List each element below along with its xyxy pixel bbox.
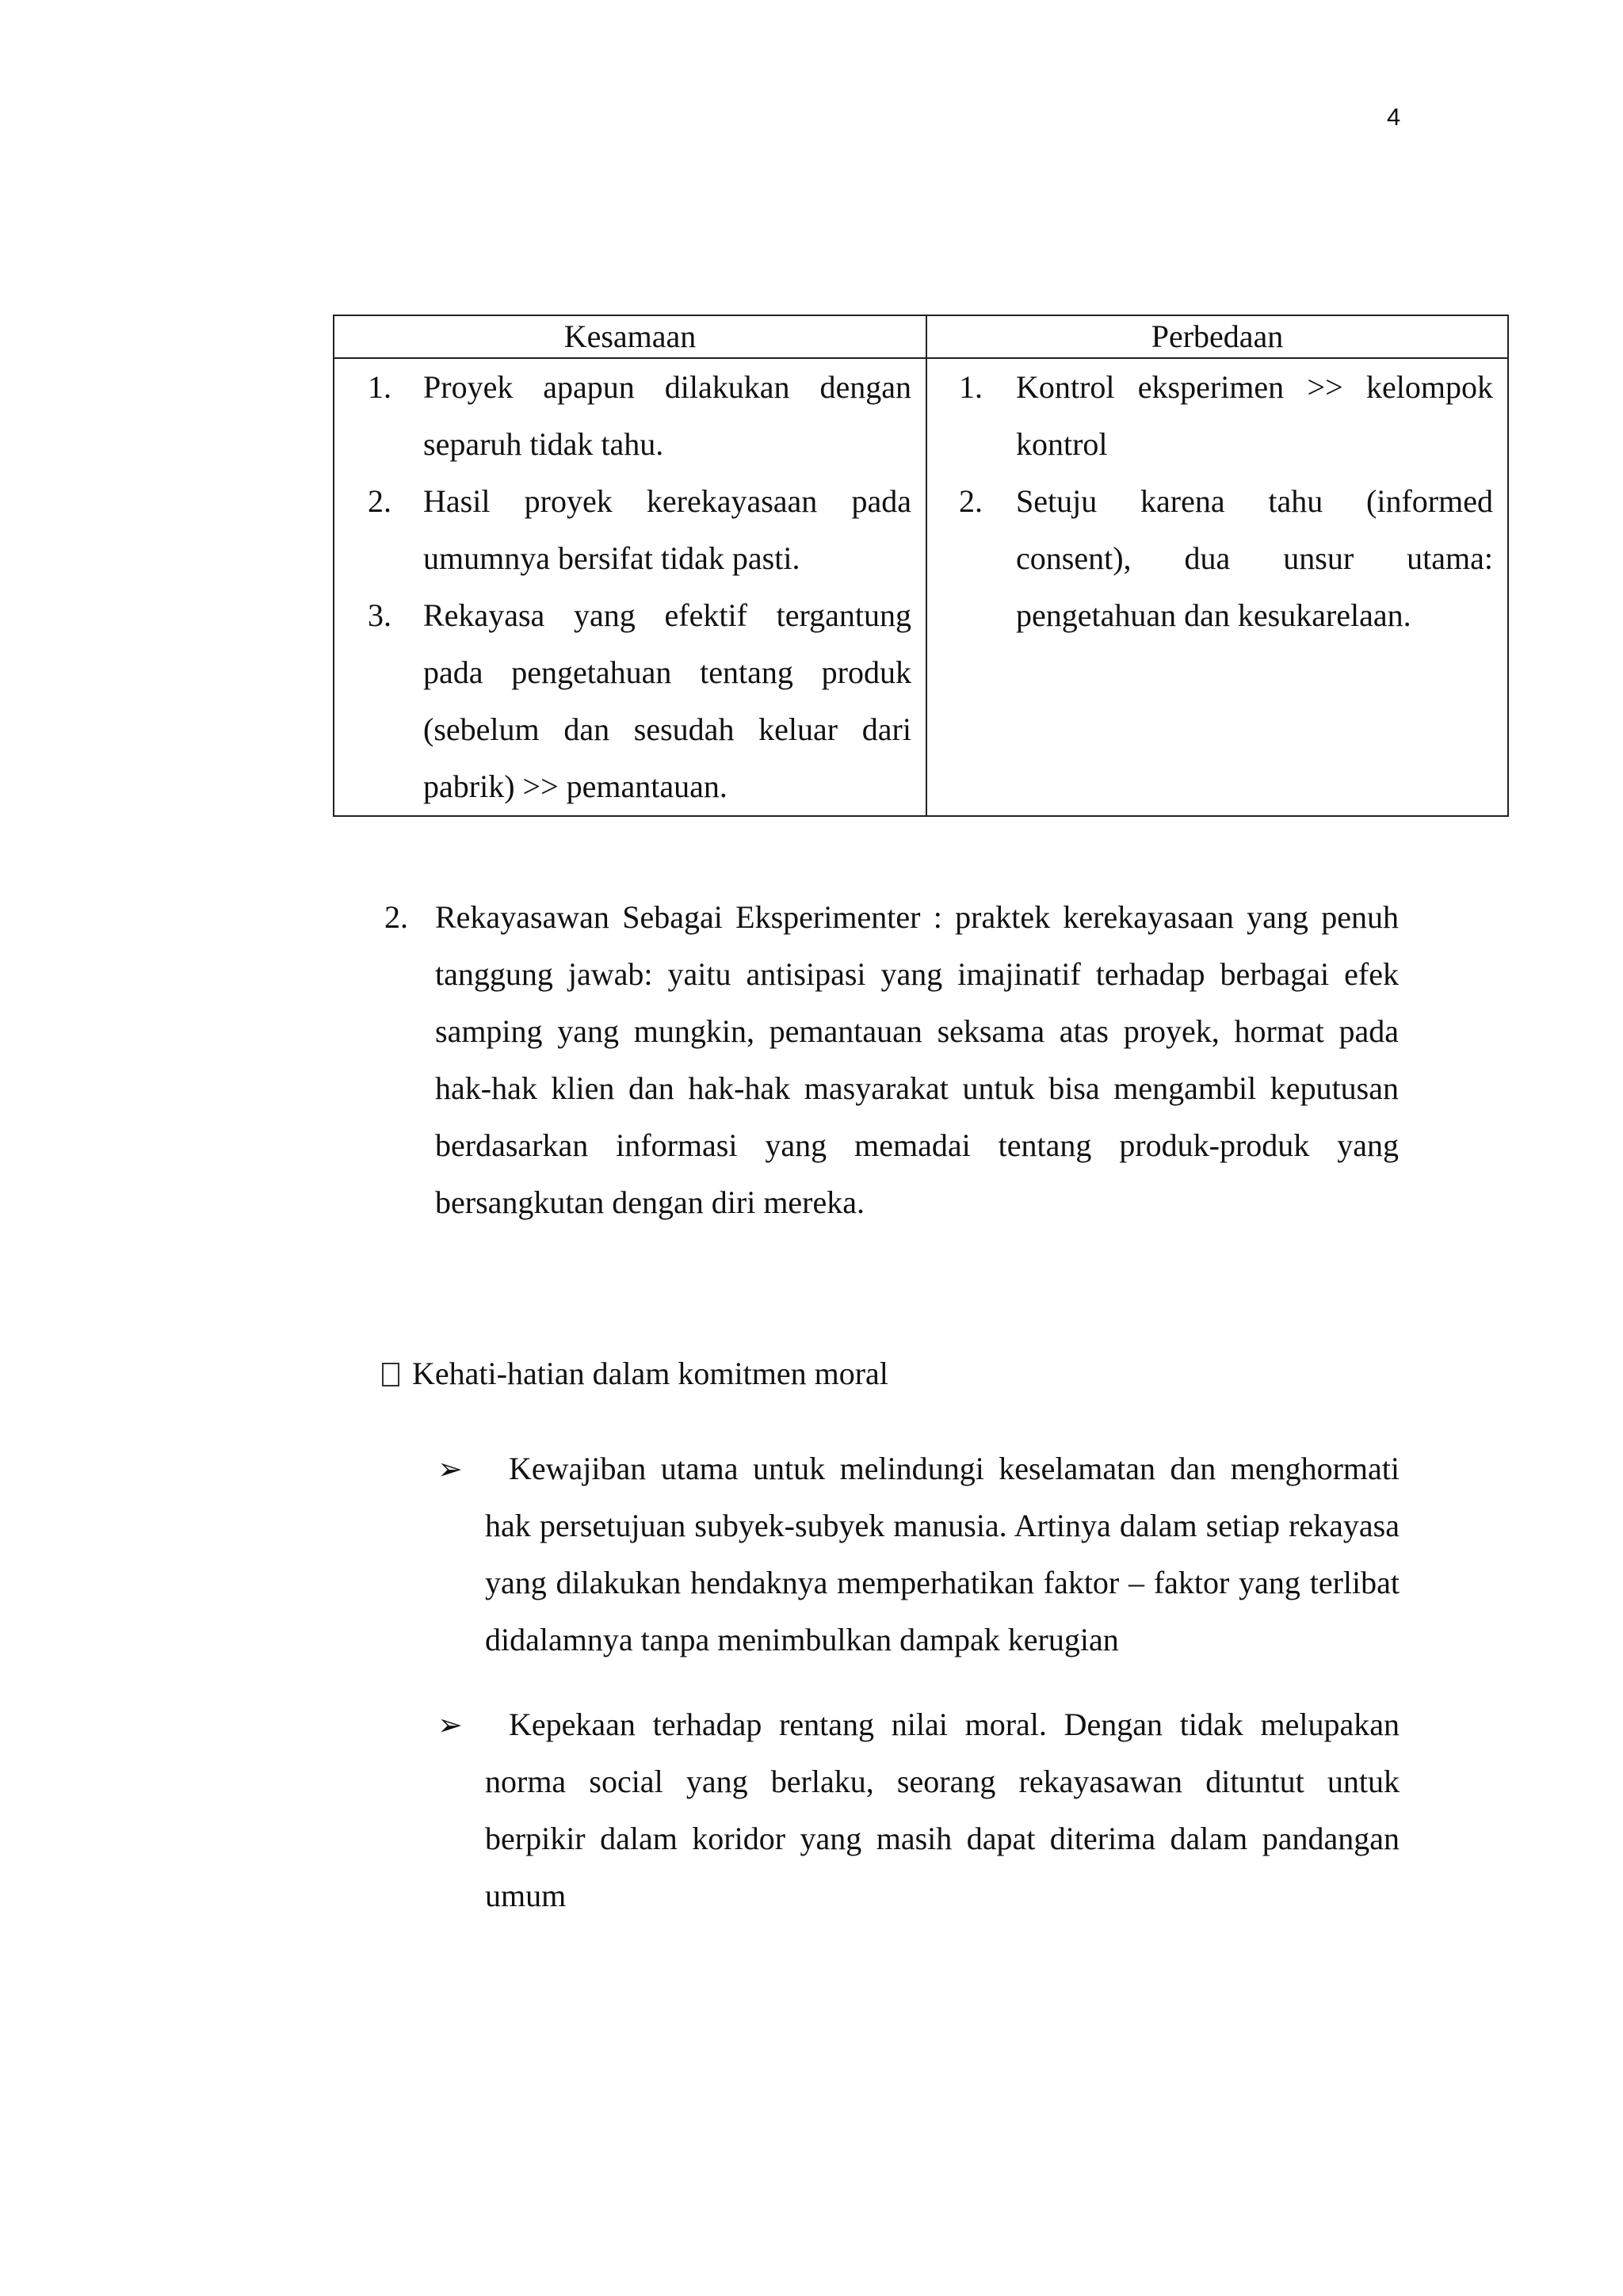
item-number: 1. bbox=[959, 369, 983, 405]
item-text: Rekayasa yang efektif tergantung pada pengetahuan tentang produk (sebelum dan sesudah keluar dari pabrik) >> pemantauan. bbox=[423, 597, 911, 804]
moral-item-text: Kepekaan terhadap rentang nilai moral. Dengan tidak melupakan norma social yang berlaku, seorang rekayasawan dituntut untuk berpikir dalam koridor yang masih dapat diterima dalam pandangan umum bbox=[485, 1707, 1400, 1913]
item-number: 2. bbox=[959, 483, 983, 519]
table-header-row bbox=[334, 315, 1508, 358]
item-text: Kontrol eksperimen >> kelompok kontrol bbox=[1016, 369, 1493, 462]
moral-item bbox=[437, 1696, 1400, 1924]
kesamaan-cell bbox=[334, 358, 926, 816]
comparison-table bbox=[333, 315, 1509, 817]
list-item bbox=[334, 587, 926, 815]
moral-heading-text: Kehati-hatian dalam komitmen moral bbox=[412, 1356, 888, 1391]
list-item bbox=[334, 359, 926, 473]
list-item bbox=[927, 359, 1507, 473]
header-perbedaan: Perbedaan bbox=[926, 315, 1508, 358]
header-kesamaan: Kesamaan bbox=[334, 315, 926, 358]
table-row bbox=[334, 358, 1508, 816]
perbedaan-cell bbox=[926, 358, 1508, 816]
arrow-bullet-icon: ➢ bbox=[437, 1451, 463, 1486]
page-number: 4 bbox=[1387, 103, 1401, 131]
item-text: Setuju karena tahu (informed consent), dua unsur utama: pengetahuan dan kesukarelaan. bbox=[1016, 483, 1493, 633]
moral-heading bbox=[382, 1350, 888, 1398]
moral-item bbox=[437, 1440, 1400, 1669]
moral-item-text: Kewajiban utama untuk melindungi keselamatan dan menghormati hak persetujuan subyek-subyek manusia. Artinya dalam setiap rekayasa yang dilakukan hendaknya memperhatikan faktor – faktor yang terlibat didalamnya tanpa menimbulkan dampak kerugian bbox=[485, 1451, 1400, 1657]
kesamaan-list bbox=[334, 359, 926, 815]
perbedaan-list bbox=[927, 359, 1507, 644]
list-item bbox=[334, 473, 926, 587]
arrow-bullet-icon: ➢ bbox=[437, 1707, 463, 1742]
item-number: 3. bbox=[368, 597, 391, 633]
section-2-paragraph bbox=[384, 889, 1399, 1231]
item-text: Proyek apapun dilakukan dengan separuh tidak tahu. bbox=[423, 369, 911, 462]
list-item bbox=[927, 473, 1507, 644]
item-number: 1. bbox=[368, 369, 391, 405]
section-2-text: Rekayasawan Sebagai Eksperimenter : praktek kerekayasaan yang penuh tanggung jawab: yaitu antisipasi yang imajinatif terhadap berbagai efek samping yang mungkin, pemantauan seksama atas proyek, hormat pada hak-hak klien dan hak-hak masyarakat untuk bisa mengambil keputusan berdasarkan informasi yang memadai tentang produk-produk yang bersangkutan dengan diri mereka. bbox=[435, 899, 1399, 1220]
item-number: 2. bbox=[368, 483, 391, 519]
bullet-box-icon bbox=[382, 1363, 399, 1386]
section-number: 2. bbox=[384, 899, 408, 935]
item-text: Hasil proyek kerekayasaan pada umumnya bersifat tidak pasti. bbox=[423, 483, 911, 576]
